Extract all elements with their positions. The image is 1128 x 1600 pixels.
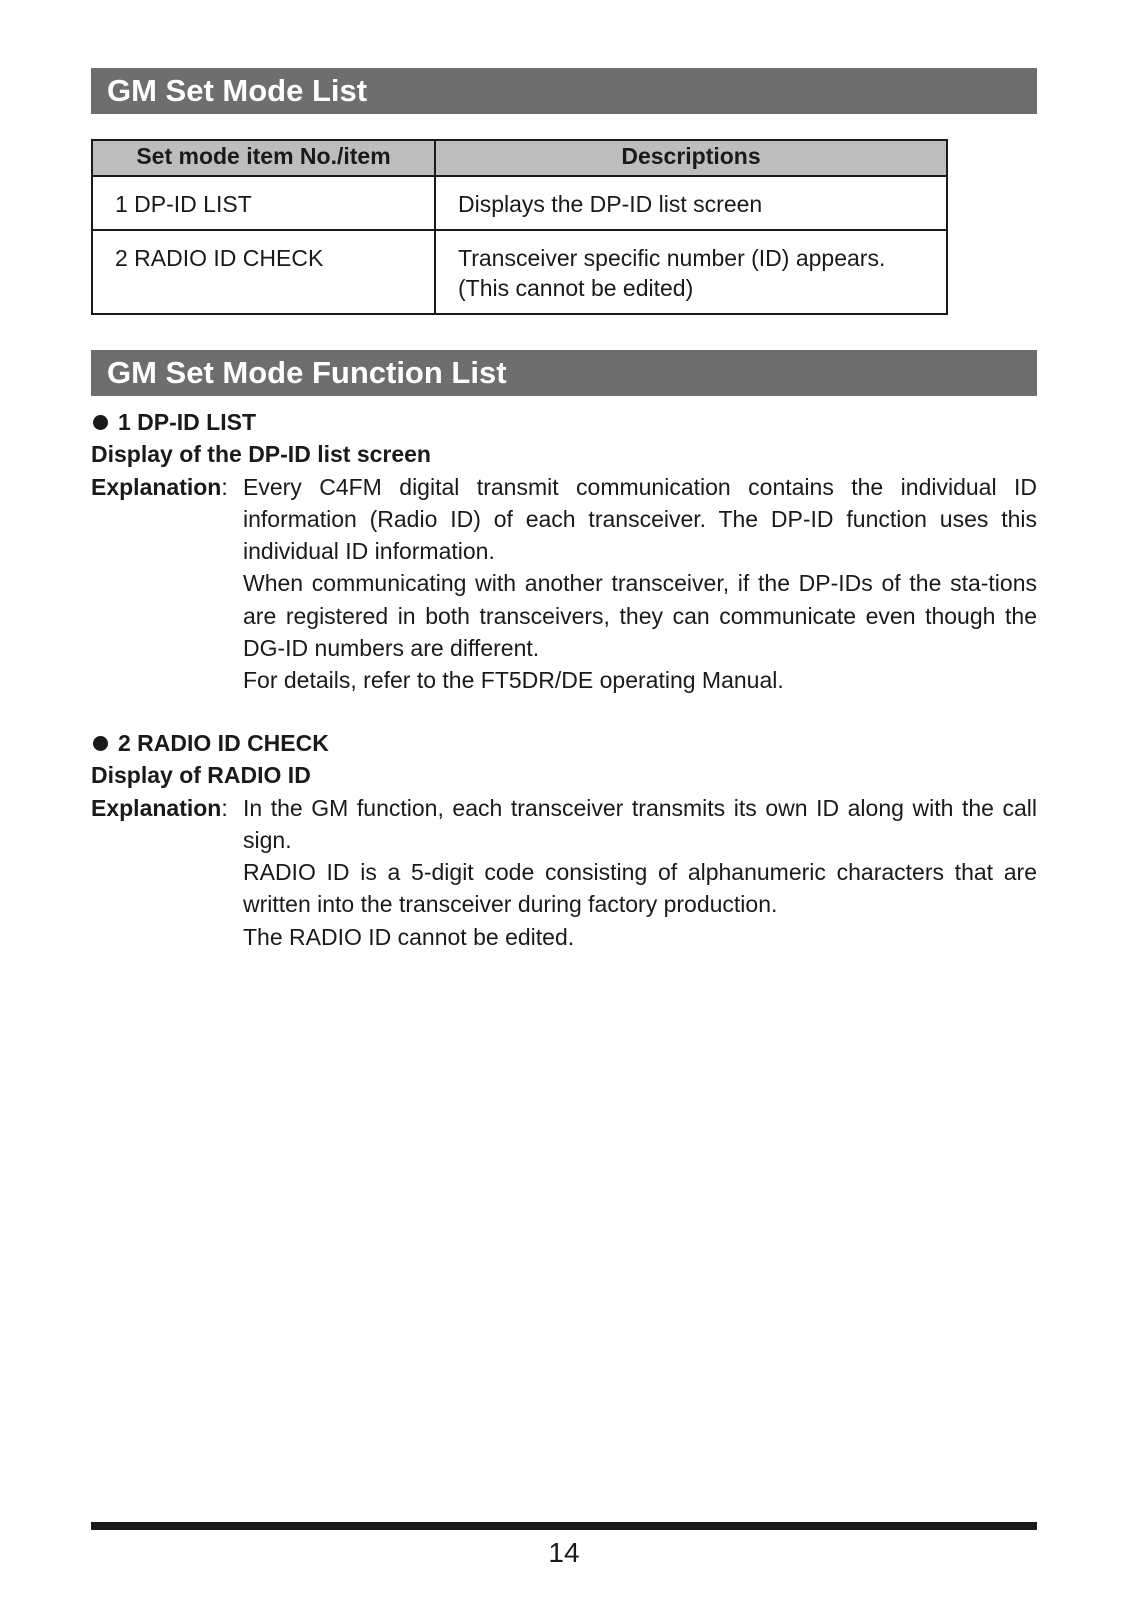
page-number: 14 [548,1537,580,1568]
table-cell-item: 2 RADIO ID CHECK [92,230,435,314]
function-title-text: 1 DP-ID LIST [118,409,257,435]
set-mode-table [91,139,948,315]
table-cell-item: 1 DP-ID LIST [92,176,435,230]
description-line: Displays the DP-ID list screen [458,191,763,217]
explanation-paragraph: When communicating with another transceiver, if the DP-IDs of the sta-tions are registered in both transceivers, they can communicate even though the DG-ID numbers are different. [243,570,1037,662]
function-subtitle: Display of the DP-ID list screen [91,441,431,468]
explanation-body [243,792,1037,953]
explanation-paragraph: In the GM function, each transceiver transmits its own ID along with the call sign. [243,794,1037,853]
function-title [91,727,1037,759]
description-line: (This cannot be edited) [458,275,694,301]
explanation-block [91,792,1037,953]
explanation-paragraph: The RADIO ID cannot be edited. [243,923,575,950]
table-row [92,230,947,314]
section-heading-mode-list: GM Set Mode List [91,68,1037,114]
explanation-label: Explanation: [91,473,228,500]
explanation-body [243,471,1037,697]
explanation-paragraph: RADIO ID is a 5-digit code consisting of alphanumeric characters that are written into the transceiver during factory production. [243,859,1037,918]
explanation-label: Explanation: [91,794,228,821]
explanation-block [91,471,1037,697]
table-row [92,176,947,230]
table-header-row [92,140,947,176]
bullet-icon [93,736,108,751]
table-cell-description [435,176,947,230]
function-title-text: 2 RADIO ID CHECK [118,730,329,756]
function-entry-dp-id-list [91,406,1037,697]
column-header-item: Set mode item No./item [92,140,435,176]
function-entry-radio-id-check [91,727,1037,953]
description-line: Transceiver specific number (ID) appears. [458,245,886,271]
function-subtitle: Display of RADIO ID [91,762,311,789]
bullet-icon [93,415,108,430]
section-heading-function-list: GM Set Mode Function List [91,350,1037,396]
function-title [91,406,1037,438]
footer-divider [91,1522,1037,1530]
explanation-paragraph: For details, refer to the FT5DR/DE operating Manual. [243,667,784,694]
column-header-descriptions: Descriptions [435,140,947,176]
explanation-paragraph: Every C4FM digital transmit communication contains the individual ID information (Radio ID) of each transceiver. The DP-ID function uses this individual ID information. [243,473,1037,565]
table-cell-description [435,230,947,314]
